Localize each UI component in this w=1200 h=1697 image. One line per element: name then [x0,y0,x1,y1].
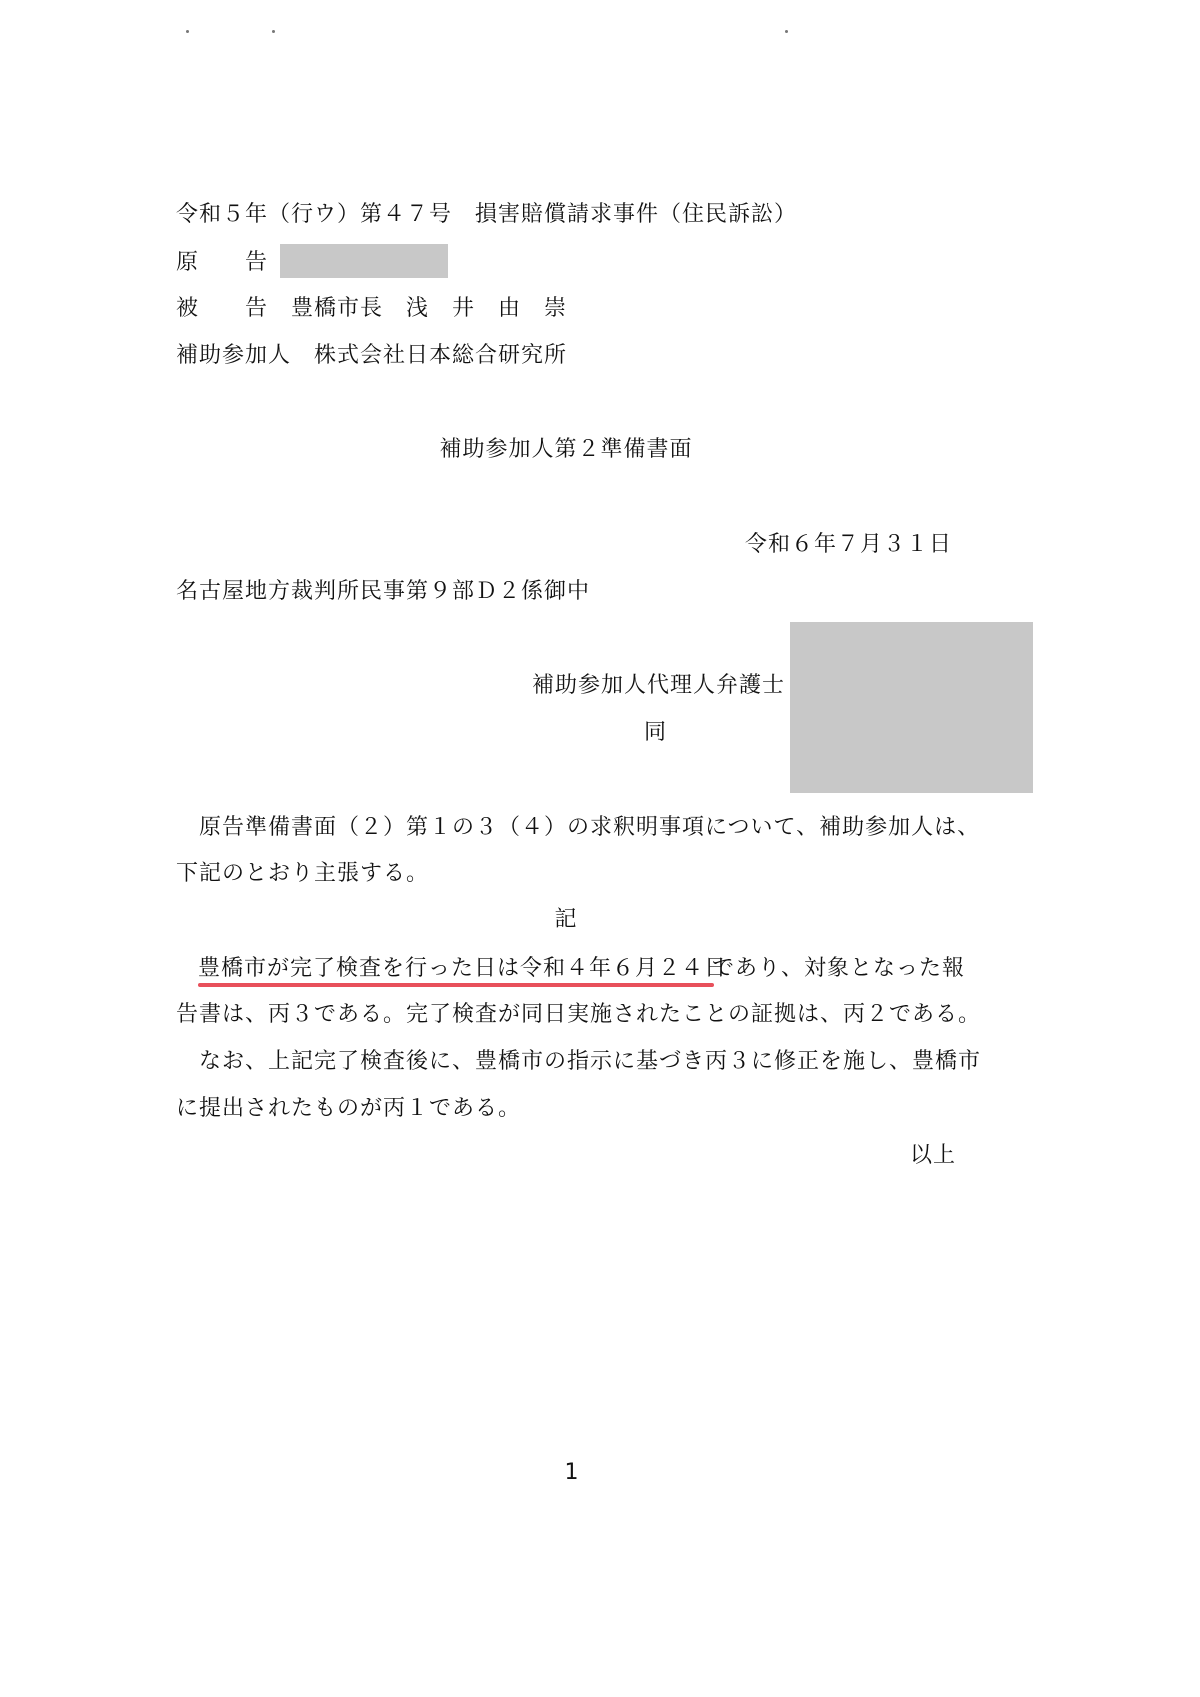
highlight-underline [198,983,714,987]
case-number-line: 令和５年（行ウ）第４７号 損害賠償請求事件（住民訴訟） [176,202,798,227]
para2-line-2: に提出されたものが丙１である。 [176,1096,522,1121]
plaintiff-redaction [280,244,448,278]
court-addressee: 名古屋地方裁判所民事第９部Ｄ２係御中 [176,579,591,604]
closing-text: 以上 [909,1143,956,1168]
page-number: 1 [564,1460,580,1485]
ki-heading: 記 [554,907,578,932]
intro-line-1: 原告準備書面（２）第１の３（４）の求釈明事項について、補助参加人は、 [176,815,981,840]
defendant-line: 被 告 豊橋市長 浅 井 由 崇 [176,296,568,321]
para1-line-1-rest: であり、対象となった報 [712,956,966,981]
scan-speck [186,30,189,33]
para1-line-1-highlighted: 豊橋市が完了検査を行った日は令和４年６月２４日 [198,956,728,981]
attorney-same-label: 同 [644,720,668,745]
attorney-label: 補助参加人代理人弁護士 [532,673,786,698]
para2-line-1: なお、上記完了検査後に、豊橋市の指示に基づき丙３に修正を施し、豊橋市 [176,1049,982,1074]
para1-line-2: 告書は、丙３である。完了検査が同日実施されたことの証拠は、丙２である。 [176,1002,982,1027]
scan-speck [272,30,275,33]
scan-speck [785,30,788,33]
document-title: 補助参加人第２準備書面 [439,437,693,462]
attorney-redaction [790,622,1033,793]
document-date: 令和６年７月３１日 [744,532,952,557]
plaintiff-label: 原 告 [176,250,269,275]
intro-line-2: 下記のとおり主張する。 [176,861,430,886]
intervenor-line: 補助参加人 株式会社日本総合研究所 [176,343,568,368]
